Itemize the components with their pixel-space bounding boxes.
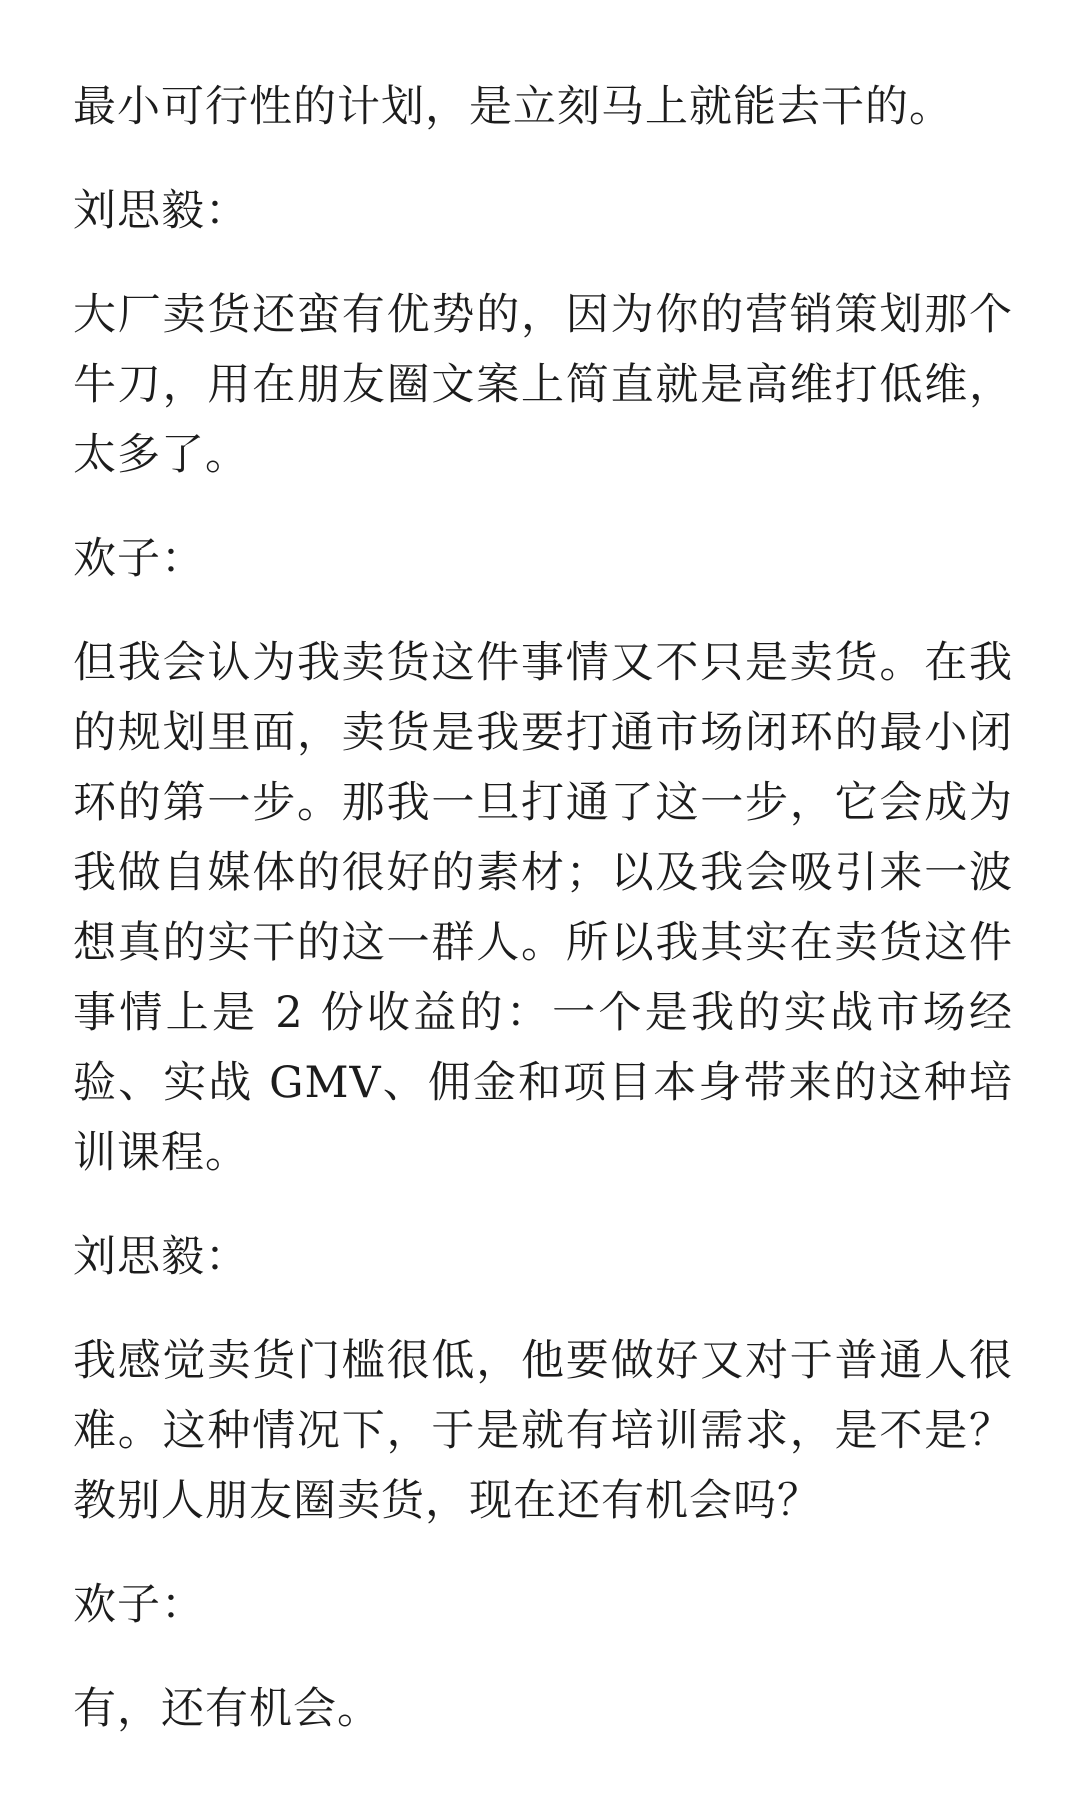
paragraph-5: 有，还有机会。 xyxy=(73,1684,381,1734)
paragraph-1: 最小可行性的计划，是立刻马上就能去干的。 xyxy=(73,82,953,132)
speaker-label-liu: 刘思毅： xyxy=(73,186,249,236)
speaker-label-huanzi-2: 欢子： xyxy=(73,1580,205,1630)
article-body xyxy=(73,72,1013,1778)
speaker-label-liu-2: 刘思毅： xyxy=(73,1232,249,1282)
speaker-label-huanzi: 欢子： xyxy=(73,534,205,584)
paragraph-2: 大厂卖货还蛮有优势的，因为你的营销策划那个牛刀，用在朋友圈文案上简直就是高维打低维，太多了。 xyxy=(73,290,1013,480)
paragraph-4: 我感觉卖货门槛很低，他要做好又对于普通人很难。这种情况下，于是就有培训需求，是不是？教别人朋友圈卖货，现在还有机会吗？ xyxy=(73,1336,1013,1526)
paragraph-3: 但我会认为我卖货这件事情又不只是卖货。在我的规划里面，卖货是我要打通市场闭环的最小闭环的第一步。那我一旦打通了这一步，它会成为我做自媒体的很好的素材；以及我会吸引来一波想真的实干的这一群人。所以我其实在卖货这件事情上是 2 份收益的：一个是我的实战市场经验、实战 GMV、佣金和项目本身带来的这种培训课程。 xyxy=(73,638,1013,1178)
